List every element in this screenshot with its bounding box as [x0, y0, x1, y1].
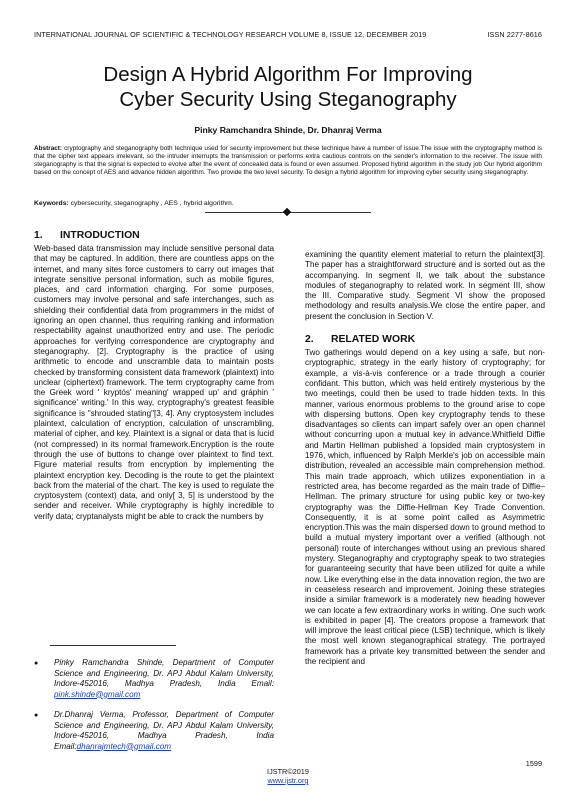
authors: Pinky Ramchandra Shinde, Dr. Dhanraj Verma	[194, 125, 382, 135]
paper-title	[40, 62, 536, 112]
site-link[interactable]: www.ijstr.org	[267, 776, 309, 785]
abstract-text: cryptography and steganography both technique used for security improvement but these technique have a number of issue.The issue with the cryptography method is that the cipher text appears irrelevant, so the intruder interrupts the transmission or performs extra cautious controls on the sender's information to the receiver. The issue with steganography is that the signal is expected to evolve after the event of concealed data is found or even assumed. Proposed hybrid algorithm in the study job Our hybrid algorithm based on the concept of AES and advance hidden algorithm. Two provide the two level security. To design a hybrid algorithm for improving cyber security using steganography.	[34, 145, 542, 177]
divider-diamond-icon	[283, 208, 291, 216]
footnote-separator	[50, 645, 176, 646]
introduction-continued: examining the quantity element material to return the plaintext[3]. The paper has a straightforward structure and is sorted out as the accompanying. In segment II, we talk about the substance modules of steganography to related work. In segment III, show the III. Comparative study. Segment VI show the proposed methodology and results analysis.We close the entire paper, and present the conclusion in Section V.	[305, 250, 545, 321]
related-work-body: Two gatherings would depend on a key using a safe, but non-cryptographic, strategy in the early history of cryptography; for example, a vis-à-vis conference or a trade through a courier confidant. This button, which was held entirely mysterious by the two meetings, could then be used to trade hidden texts. In this manner, various enormous problems to the ground arise to cope with dispersing buttons. Open key cryptography tends to these disadvantages so clients can impart safely over an open channel without concurring upon a mutual key in advance.Whitfield Diffie and Martin Hellman published a lopsided main cryptosystem in 1976, which, influenced by Ralph Merkle's job on accessible main distribution, revealed an accessible main comprehension method. This main trade approach, which utilizes exponentiation in a restricted area, has become regarded as the main trade of Diffie–Hellman. The primary structure for using public key or two-key cryptography was the Diffie-Hellman Key Trade Convention. Consequently, it is at some point called as Asymmetric encryption.This was the main dispersed down to ground method to build a mutual mystery important over a verified (although not personal) route of interchanges without using an previous shared mystery. Steganography and cryptography speak to two strategies for guaranteeing security that have been utilized for quite a while now. Like everything else in the data innovation region, the two are in ceaseless research and improvement. Joining these strategies inside a similar framework is a moderately new heading however we can locate a few extraordinary works in writing. One such work is exhibited in paper [4]. The creators propose a framework that will improve the least critical piece (LSB) technique, which is likely the most well known steganographical strategy. The portrayed framework has a private key transmitted between the sender and the recipient and	[305, 348, 545, 666]
section-heading-related-work	[305, 334, 545, 346]
footnote-text: Dr.Dhanraj Verma, Professor, Department of Computer Science and Engineering, Dr. APJ Abdul Kalam University, Indore-452016, Madhya Pradesh, India Email:	[54, 710, 274, 751]
section-number: 1.	[34, 230, 43, 241]
keywords-label: Keywords:	[34, 200, 69, 207]
page-number: 1599	[525, 759, 542, 768]
section-number: 2.	[305, 334, 314, 346]
email-link[interactable]: dhanrajmtech@gmail.com	[76, 741, 172, 751]
keywords-text: cybersecurity, steganography , AES , hybrid algorithm.	[68, 200, 234, 207]
bullet-icon: ●	[34, 660, 39, 667]
journal-name: INTERNATIONAL JOURNAL OF SCIENTIFIC & TECHNOLOGY RESEARCH VOLUME 8, ISSUE 12, DECEMBER 2019	[34, 30, 427, 39]
title-line-2: Cyber Security Using Steganography	[119, 88, 457, 111]
footnote-item	[34, 658, 274, 700]
section-title: INTRODUCTION	[60, 230, 140, 241]
journal-header	[34, 30, 542, 39]
introduction-body: Web-based data transmission may include sensitive personal data that may be captured. In addition, there are countless apps on the internet, and many sites force customers to carry out images that integrate sensitive personal information, such as mobile figures, places, and card information charging. For some purposes, customers may involve personal and safe interchanges, such as shielding their confidential data from programmers in the midst of ignoring an open channel, thus requiring ranking and information respectability against unauthorized entry and use. The periodic approaches for verifying correspondence are cryptography and steganography. [2]. Cryptography is the practice of using arithmetic to encode and unscramble data to maintain posts checked by transforming consistent data framework (plaintext) into unclear (ciphertext) framework. The term cryptography came from the Greek word ' kryptós' meaning' wrapped up' and gráphin ' significance' writing.' In this way, cryptography's greatest feasible significance is "shrouded stating"[3, 4]. Any cryptosystem includes plaintext, calculation of encryption, calculation of unscrambling, material of cipher, and key. Plaintext is a signal or data that is lucid (not compressed) in its normal framework.Encryption is the route through the use of buttons to change over plaintext to find text. Figure material results from encryption by implementing the plaintext encryption key. Decoding is the route to get the plaintext back from the material of the chart. The key is used to regulate the cryptosystem (context) data, and only[ 3, 5] is understood by the sender and receiver. While cryptography is highly incredible to verify data; cryptanalysts might be able to crack the numbers by	[34, 244, 274, 521]
abstract-label: Abstract:	[34, 145, 63, 152]
right-column	[305, 250, 545, 667]
footnote-text: Pinky Ramchandra Shinde, Department of Computer Science and Engineering, Dr. APJ Abdul Kalam University, Indore-452016, Madhya Pradesh, India Email:	[54, 658, 274, 688]
section-title: RELATED WORK	[331, 334, 416, 346]
email-link[interactable]: pink.shinde@gmail.com	[54, 689, 141, 699]
abstract	[34, 145, 542, 177]
footnote-item	[34, 710, 274, 752]
author-footnotes	[34, 658, 274, 762]
left-column	[34, 230, 274, 522]
page-footer	[0, 767, 576, 785]
issn: ISSN 2277-8616	[487, 30, 542, 39]
title-line-1: Design A Hybrid Algorithm For Improving	[103, 63, 473, 86]
section-heading-introduction	[34, 230, 274, 242]
copyright: IJSTR©2019	[267, 767, 309, 776]
keywords	[34, 200, 542, 207]
bullet-icon: ●	[34, 712, 39, 719]
